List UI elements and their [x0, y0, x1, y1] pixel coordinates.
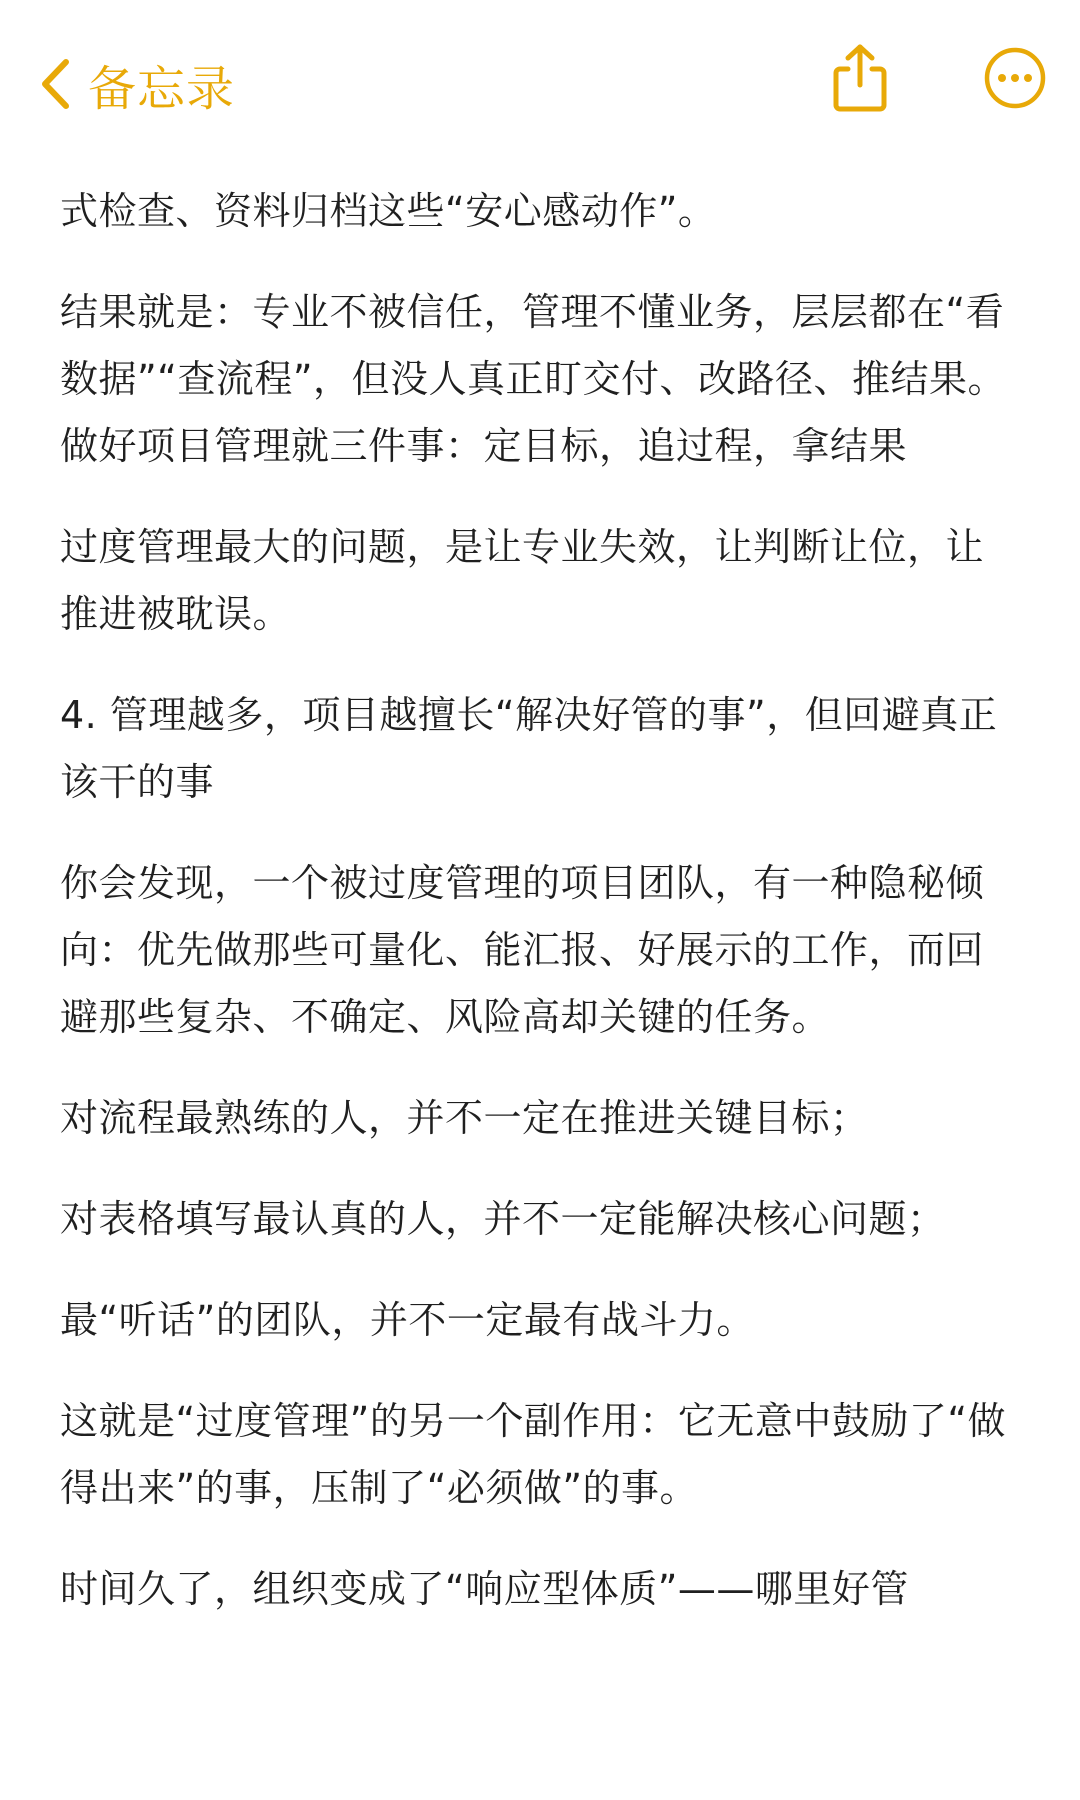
note-paragraph: 式检查、资料归档这些“安心感动作”。 [60, 189, 717, 233]
note-paragraph: 4. 管理越多，项目越擅长“解决好管的事”，但回避真正该干的事 [60, 693, 998, 804]
note-paragraph: 最“听话”的团队，并不一定最有战斗力。 [60, 1298, 755, 1342]
note-paragraph: 过度管理最大的问题，是让专业失效，让判断让位，让推进被耽误。 [60, 525, 985, 636]
more-button[interactable] [975, 40, 1055, 120]
note-paragraph: 对表格填写最认真的人，并不一定能解决核心问题； [60, 1197, 946, 1241]
back-label: 备忘录 [88, 60, 236, 117]
share-button[interactable] [820, 40, 900, 120]
share-icon [830, 43, 890, 117]
note-paragraph: 这就是“过度管理”的另一个副作用：它无意中鼓励了“做得出来”的事，压制了“必须做”的事。 [60, 1399, 1007, 1510]
back-button[interactable] [40, 48, 235, 120]
note-paragraph: 对流程最熟练的人，并不一定在推进关键目标； [60, 1096, 869, 1140]
navigation-bar [0, 0, 1080, 170]
note-paragraph: 结果就是：专业不被信任，管理不懂业务，层层都在“看数据”“查流程”，但没人真正盯交付、改路径、推结果。做好项目管理就三件事：定目标，追过程，拿结果 [60, 290, 1007, 468]
chevron-left-icon [40, 58, 70, 110]
note-paragraph: 时间久了，组织变成了“响应型体质”——哪里好管 [60, 1567, 909, 1611]
more-icon [983, 46, 1047, 114]
note-paragraph: 你会发现，一个被过度管理的项目团队，有一种隐秘倾向：优先做那些可量化、能汇报、好展示的工作，而回避那些复杂、不确定、风险高却关键的任务。 [60, 861, 985, 1039]
note-body[interactable] [60, 178, 1020, 1657]
